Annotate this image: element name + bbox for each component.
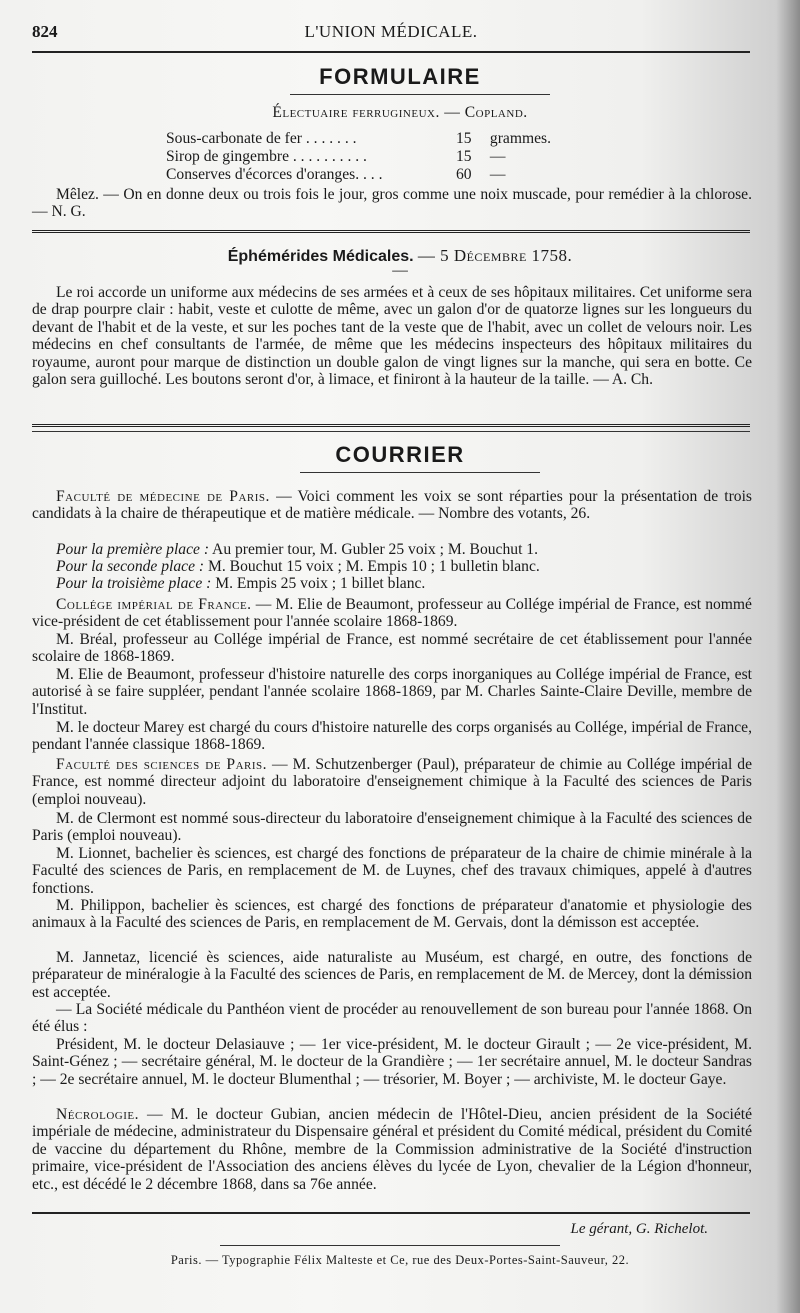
ephemerides-title: Éphémérides Médicales. <box>227 248 414 265</box>
vote-label: Pour la première place : <box>56 541 210 558</box>
courrier-paragraph: M. Bréal, professeur au Collége impérial de France, est nommé secrétaire de cet établissement pour l'année scolaire de 1868-1869. <box>32 631 752 666</box>
paragraph-lead: Faculté de médecine de Paris. <box>56 488 270 505</box>
courrier-paragraph <box>32 596 752 631</box>
signature: Le gérant, G. Richelot. <box>570 1221 708 1237</box>
vote-line <box>32 541 752 558</box>
vote-line <box>32 558 752 575</box>
courrier-title-rule <box>300 472 540 473</box>
ingredient-qty: 15 <box>456 130 472 147</box>
ingredient-row <box>166 166 506 184</box>
section-title-formulaire: FORMULAIRE <box>319 64 481 89</box>
ingredient-name: Conserves d'écorces d'oranges. . . . <box>166 166 383 183</box>
ingredient-qty: 60 <box>456 166 472 183</box>
ingredient-unit: — <box>489 148 506 165</box>
footer-rule <box>32 1212 750 1214</box>
courrier-paragraph <box>32 1106 752 1193</box>
ingredient-row <box>166 130 551 148</box>
ephemerides-text: Le roi accorde un uniforme aux médecins de ses armées et à ceux de ses hôpitaux militaires. Cet uniforme sera de drap pourpre clair : habit, veste et culotte de même, avec un galon d'or de quatorze lignes sur les longueurs du devant de l'habit et de la veste, et sur les poches tant de la veste que de l'habit, avec un collet de velours noir. Les médecins en chef consultants de l'armée, de même que les médecins inspecteurs des hôpitaux militaires du royaume, auront pour marque de distinction un double galon de vingt lignes sur la manche, qui sera en botte. Ce galon sera guilloché. Les boutons seront d'or, à limace, et finiront à la hauteur de la taille. — A. Ch. <box>32 284 752 389</box>
ingredient-name: Sous-carbonate de fer . . . . . . . <box>166 130 357 147</box>
section-separator-thin <box>32 431 750 432</box>
vote-label: Pour la troisième place : <box>56 575 212 592</box>
recipe-instructions: Mêlez. — On en donne deux ou trois fois le jour, gros comme une noix muscade, pour remédier à la chlorose. — N. G. <box>32 186 752 221</box>
recipe-title: Électuaire ferrugineux. — Copland. <box>272 104 528 121</box>
paragraph-lead: Nécrologie. <box>56 1106 139 1123</box>
courrier-paragraph: M. Jannetaz, licencié ès sciences, aide naturaliste au Muséum, est chargé, en outre, des fonctions de préparateur de minéralogie à la Faculté des sciences de Paris, en remplacement de M. de Mercey, dont la démission est acceptée. <box>32 949 752 1001</box>
ingredient-unit: — <box>489 166 506 183</box>
printer-imprint: Paris. — Typographie Félix Malteste et Ce, rue des Deux-Portes-Saint-Sauveur, 22. <box>170 1253 630 1267</box>
paragraph-text: — Voici comment les voix se sont réparties pour la présentation de trois candidats à la chaire de thérapeutique et de matière médicale. — Nombre des votants, 26. <box>32 488 752 523</box>
formulaire-title-rule <box>290 94 550 95</box>
paragraph-text: — M. Schutzenberger (Paul), préparateur de chimie au Collége impérial de France, est nommé directeur adjoint du laboratoire d'enseignement chimique à la Faculté des sciences de Paris (emploi nouveau). <box>32 756 752 808</box>
journal-title: L'UNION MÉDICALE. <box>304 22 478 41</box>
header-rule <box>32 51 750 53</box>
ingredient-unit: grammes. <box>489 130 551 147</box>
ingredient-qty: 15 <box>456 148 472 165</box>
ephemerides-date: — 5 Décembre 1758. <box>417 246 573 265</box>
vote-line <box>32 575 752 592</box>
page-number: 824 <box>32 22 58 41</box>
courrier-paragraph: — La Société médicale du Panthéon vient de procéder au renouvellement de son bureau pour l'année 1868. On été élus : <box>32 1001 752 1036</box>
paragraph-lead: Faculté des sciences de Paris. <box>56 756 268 773</box>
courrier-paragraph <box>32 488 752 523</box>
paragraph-text: — M. le docteur Gubian, ancien médecin de l'Hôtel-Dieu, ancien président de la Société impériale de médecine, administrateur du Dispensaire général et président du Comité médical, président du Comité de vaccine du département du Rhône, membre de la Commission administrative de la Société d'instruction primaire, vice-président de l'Association des anciens élèves du lycée de Lyon, chevalier de la Légion d'honneur, etc., est décédé le 2 décembre 1868, dans sa 76e année. <box>32 1106 752 1193</box>
ingredient-row <box>166 148 506 166</box>
courrier-paragraph: M. Philippon, bachelier ès sciences, est chargé des fonctions de préparateur d'anatomie et physiologie des animaux à la Faculté des sciences de Paris, en remplacement de M. Gervais, dont la démisson est acceptée. <box>32 897 752 932</box>
vote-label: Pour la seconde place : <box>56 558 205 575</box>
paragraph-lead: Collége impérial de France. <box>56 596 252 613</box>
courrier-paragraph <box>32 756 752 808</box>
vote-text: M. Bouchut 15 voix ; M. Empis 10 ; 1 bulletin blanc. <box>204 558 540 575</box>
vote-text: Au premier tour, M. Gubler 25 voix ; M. Bouchut 1. <box>209 541 538 558</box>
paragraph-text: — M. Elie de Beaumont, professeur au Collége impérial de France, est nommé vice-président de cet établissement pour l'année scolaire 1868-1869. <box>32 596 752 631</box>
imprint-rule <box>220 1245 560 1246</box>
courrier-paragraph: M. Lionnet, bachelier ès sciences, est chargé des fonctions de préparateur de la chaire de chimie minérale à la Faculté des sciences de Paris, en remplacement de M. de Luynes, chef des travaux chimiques, appelé à d'autres fonctions. <box>32 845 752 897</box>
section-title-courrier: COURRIER <box>335 442 465 467</box>
ingredient-name: Sirop de gingembre . . . . . . . . . . <box>166 148 367 165</box>
courrier-paragraph: M. le docteur Marey est chargé du cours d'histoire naturelle des corps organisés au Collége, impérial de France, pendant l'année classique 1868-1869. <box>32 719 752 754</box>
courrier-paragraph: M. de Clermont est nommé sous-directeur du laboratoire d'enseignement chimique à la Faculté des sciences de Paris (emploi nouveau). <box>32 810 752 845</box>
ephemerides-dash: — <box>392 262 408 279</box>
section-separator <box>32 424 750 430</box>
section-separator <box>32 230 750 236</box>
running-header <box>32 22 750 46</box>
vote-text: M. Empis 25 voix ; 1 billet blanc. <box>211 575 426 592</box>
courrier-paragraph: M. Elie de Beaumont, professeur d'histoire naturelle des corps inorganiques au Collége impérial de France, est autorisé à se faire suppléer, pendant l'année scolaire 1868-1869, par M. Charles Sainte-Claire Deville, membre de l'Institut. <box>32 666 752 718</box>
courrier-paragraph: Président, M. le docteur Delasiauve ; — 1er vice-président, M. le docteur Girault ; — 2e vice-président, M. Saint-Génez ; — secrétaire général, M. le docteur de la Grandière ; — 1er secrétaire annuel, M. le docteur Sandras ; — 2e secrétaire annuel, M. le docteur Blumenthal ; — trésorier, M. Boyer ; — archiviste, M. le docteur Gaye. <box>32 1036 752 1088</box>
